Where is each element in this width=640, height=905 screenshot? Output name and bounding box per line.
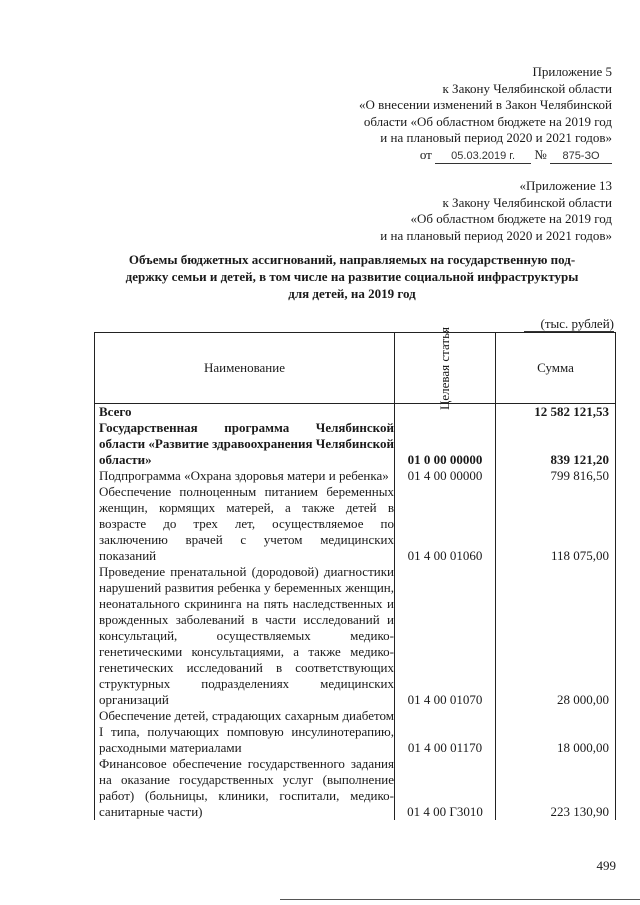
number-label: № (534, 146, 547, 162)
row-sum: 839 121,20 (495, 420, 615, 468)
appendix-5-header (359, 64, 612, 164)
row-name: Всего (99, 404, 132, 419)
appendix-5-line2: к Закону Челябинской области (442, 80, 612, 96)
appendix-5-line5: и на плановый период 2020 и 2021 годов» (380, 130, 612, 145)
title-line2: держку семьи и детей, в том числе на развитие социальной инфраструктуры (125, 269, 579, 284)
table-row (95, 756, 615, 820)
appendix-5-line1: Приложение 5 (532, 64, 612, 79)
table-row (95, 484, 615, 564)
row-name: Проведение пренатальной (дородовой) диагностики нарушений развития ребенка у беременных женщин, неонатального скрининга на пять наследственных и врожденных заболеваний в части исследований и консультаций, осуществляемых медико-генетическими консультациями, а также медико-генетических исследований в соответствующих структурных подразделениях медицинских организаций (99, 564, 394, 707)
row-name: Обеспечение детей, страдающих сахарным диабетом I типа, получающих помповую инсулинотерапию, расходными материалами (99, 708, 394, 755)
table-row (95, 404, 615, 420)
row-sum: 18 000,00 (495, 708, 615, 756)
units-label: (тыс. рублей) (540, 316, 614, 331)
row-sum: 223 130,90 (495, 756, 615, 820)
law-number: 875-ЗО (550, 150, 612, 164)
header-code: Целевая статья (394, 333, 495, 403)
title-line1: Объемы бюджетных ассигнований, направляемых на государственную под- (128, 252, 576, 267)
title-line3: для детей, на 2019 год (288, 286, 416, 301)
table-row (95, 420, 615, 468)
document-title (96, 251, 608, 302)
appendix-5-line3: «О внесении изменений в Закон Челябинской (358, 97, 612, 112)
row-sum: 12 582 121,53 (495, 404, 615, 420)
row-sum: 118 075,00 (495, 484, 615, 564)
row-name: Подпрограмма «Охрана здоровья матери и ребенка» (99, 468, 389, 483)
row-sum: 28 000,00 (495, 564, 615, 708)
table-row (95, 564, 615, 708)
row-code: 01 4 00 00000 (394, 468, 495, 484)
bottom-rule (280, 899, 640, 900)
row-name: Государственная программа Челябинской области «Развитие здравоохранения Челябинской области» (99, 420, 394, 467)
table-row (95, 708, 615, 756)
appendix-13-line3: «Об областном бюджете на 2019 год (410, 211, 612, 226)
row-name: Финансовое обеспечение государственного задания на оказание государственных услуг (выполнение работ) (больницы, клиники, госпитали, медико-санитарные части) (99, 756, 394, 819)
law-date: 05.03.2019 г. (435, 150, 531, 164)
from-label: от (419, 146, 432, 162)
appendix-13-line4: и на плановый период 2020 и 2021 годов» (380, 227, 612, 243)
appendix-13-header (380, 178, 612, 244)
row-code: 01 0 00 00000 (394, 420, 495, 468)
row-sum: 799 816,50 (495, 468, 615, 484)
table-row (95, 468, 615, 484)
row-code: 01 4 00 01060 (394, 484, 495, 564)
page-number: 499 (596, 858, 616, 873)
table-header (95, 326, 615, 410)
row-code: 01 4 00 Г3010 (394, 756, 495, 820)
row-code: 01 4 00 01070 (394, 564, 495, 708)
row-name: Обеспечение полноценным питанием беременных женщин, кормящих матерей, а также детей в возрасте до трех лет, осуществляемое по заключению врачей с учетом медицинских показаний (99, 484, 394, 563)
budget-table (94, 326, 616, 820)
row-code: 01 4 00 01170 (394, 708, 495, 756)
header-name: Наименование (204, 360, 285, 375)
appendix-13-line1: «Приложение 13 (519, 178, 612, 193)
header-sum: Сумма (495, 333, 615, 403)
appendix-5-line4: области «Об областном бюджете на 2019 год (363, 113, 612, 129)
law-date-number-line (359, 147, 612, 164)
table-body (95, 404, 615, 820)
appendix-13-line2: к Закону Челябинской области (442, 194, 612, 210)
